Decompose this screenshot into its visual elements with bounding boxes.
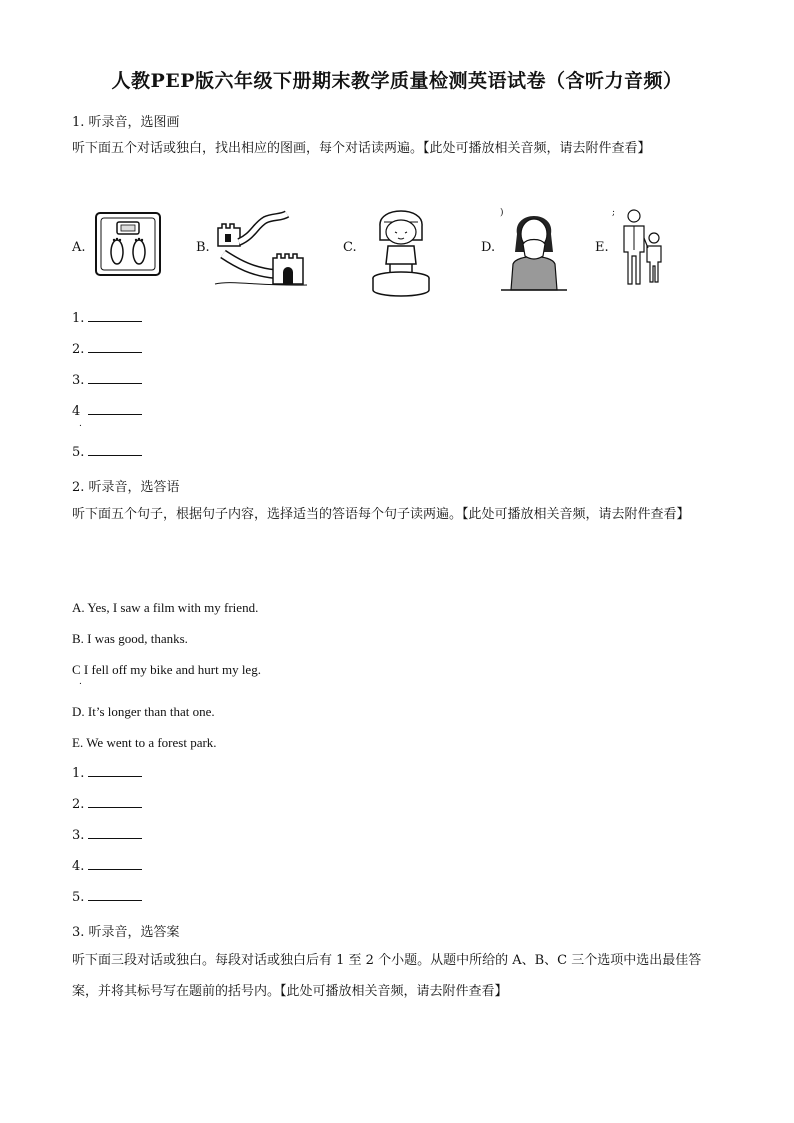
section3-heading: 3. 听录音，选答案 [72, 925, 180, 940]
s2-option-e: E. We went to a forest park. [72, 735, 217, 750]
s1-answer-4: 4 [72, 404, 142, 419]
s1-answer-1: 1. [72, 311, 142, 326]
answer-blank[interactable] [88, 859, 142, 870]
s2-option-b: B. I was good, thanks. [72, 631, 188, 646]
s2-option-d: D. It’s longer than that one. [72, 704, 215, 719]
answer-blank[interactable] [88, 445, 142, 456]
option-a-label: A. [72, 240, 86, 255]
s1-answer-3: 3. [72, 373, 142, 388]
s1-answer-5: 5. [72, 445, 142, 460]
woman-sneezing-icon [497, 204, 571, 296]
answer-blank[interactable] [88, 766, 142, 777]
option-c-label: C. [343, 240, 357, 255]
s1-answer-2: 2. [72, 342, 142, 357]
mark-dot: . [79, 677, 82, 687]
section1-heading: 1. 听录音，选图画 [72, 115, 180, 130]
s2-answer-3: 3. [72, 828, 142, 843]
father-and-son-icon [618, 206, 668, 286]
s2-answer-2: 2. [72, 797, 142, 812]
answer-blank[interactable] [88, 404, 142, 415]
bathroom-scale-icon [93, 210, 163, 278]
answer-blank[interactable] [88, 311, 142, 322]
mark-dot: . [79, 419, 82, 429]
s2-answer-5: 5. [72, 890, 142, 905]
section3-instruction: 听下面三段对话或独白。每段对话或独白后有 1 至 2 个小题。从题中所给的 A、B、C 三个选项中选出最佳答案，并将其标号写在题前的括号内。【此处可播放相关音频，请去附件查看】 [72, 953, 702, 999]
s2-option-a: A. Yes, I saw a film with my friend. [72, 600, 259, 615]
answer-blank[interactable] [88, 797, 142, 808]
option-b-label: B. [196, 240, 210, 255]
girl-on-scale-icon [366, 198, 436, 298]
s2-answer-4: 4. [72, 859, 142, 874]
mark-dot: ; [612, 208, 616, 218]
mark-dot: ) [500, 208, 504, 218]
option-e-label: E. [595, 240, 609, 255]
answer-blank[interactable] [88, 828, 142, 839]
section2-heading: 2. 听录音，选答语 [72, 480, 180, 495]
great-wall-icon [213, 206, 309, 288]
answer-blank[interactable] [88, 342, 142, 353]
section2-instruction: 听下面五个句子，根据句子内容，选择适当的答语每个句子读两遍。【此处可播放相关音频，请去附件查看】 [72, 507, 690, 522]
page-title: 人教PEP版六年级下册期末教学质量检测英语试卷（含听力音频） [111, 70, 683, 92]
answer-blank[interactable] [88, 373, 142, 384]
section1-instruction: 听下面五个对话或独白，找出相应的图画，每个对话读两遍。【此处可播放相关音频，请去附件查看】 [72, 141, 651, 156]
answer-blank[interactable] [88, 890, 142, 901]
option-d-label: D. [481, 240, 496, 255]
s2-option-c: C I fell off my bike and hurt my leg. [72, 662, 261, 677]
s2-answer-1: 1. [72, 766, 142, 781]
